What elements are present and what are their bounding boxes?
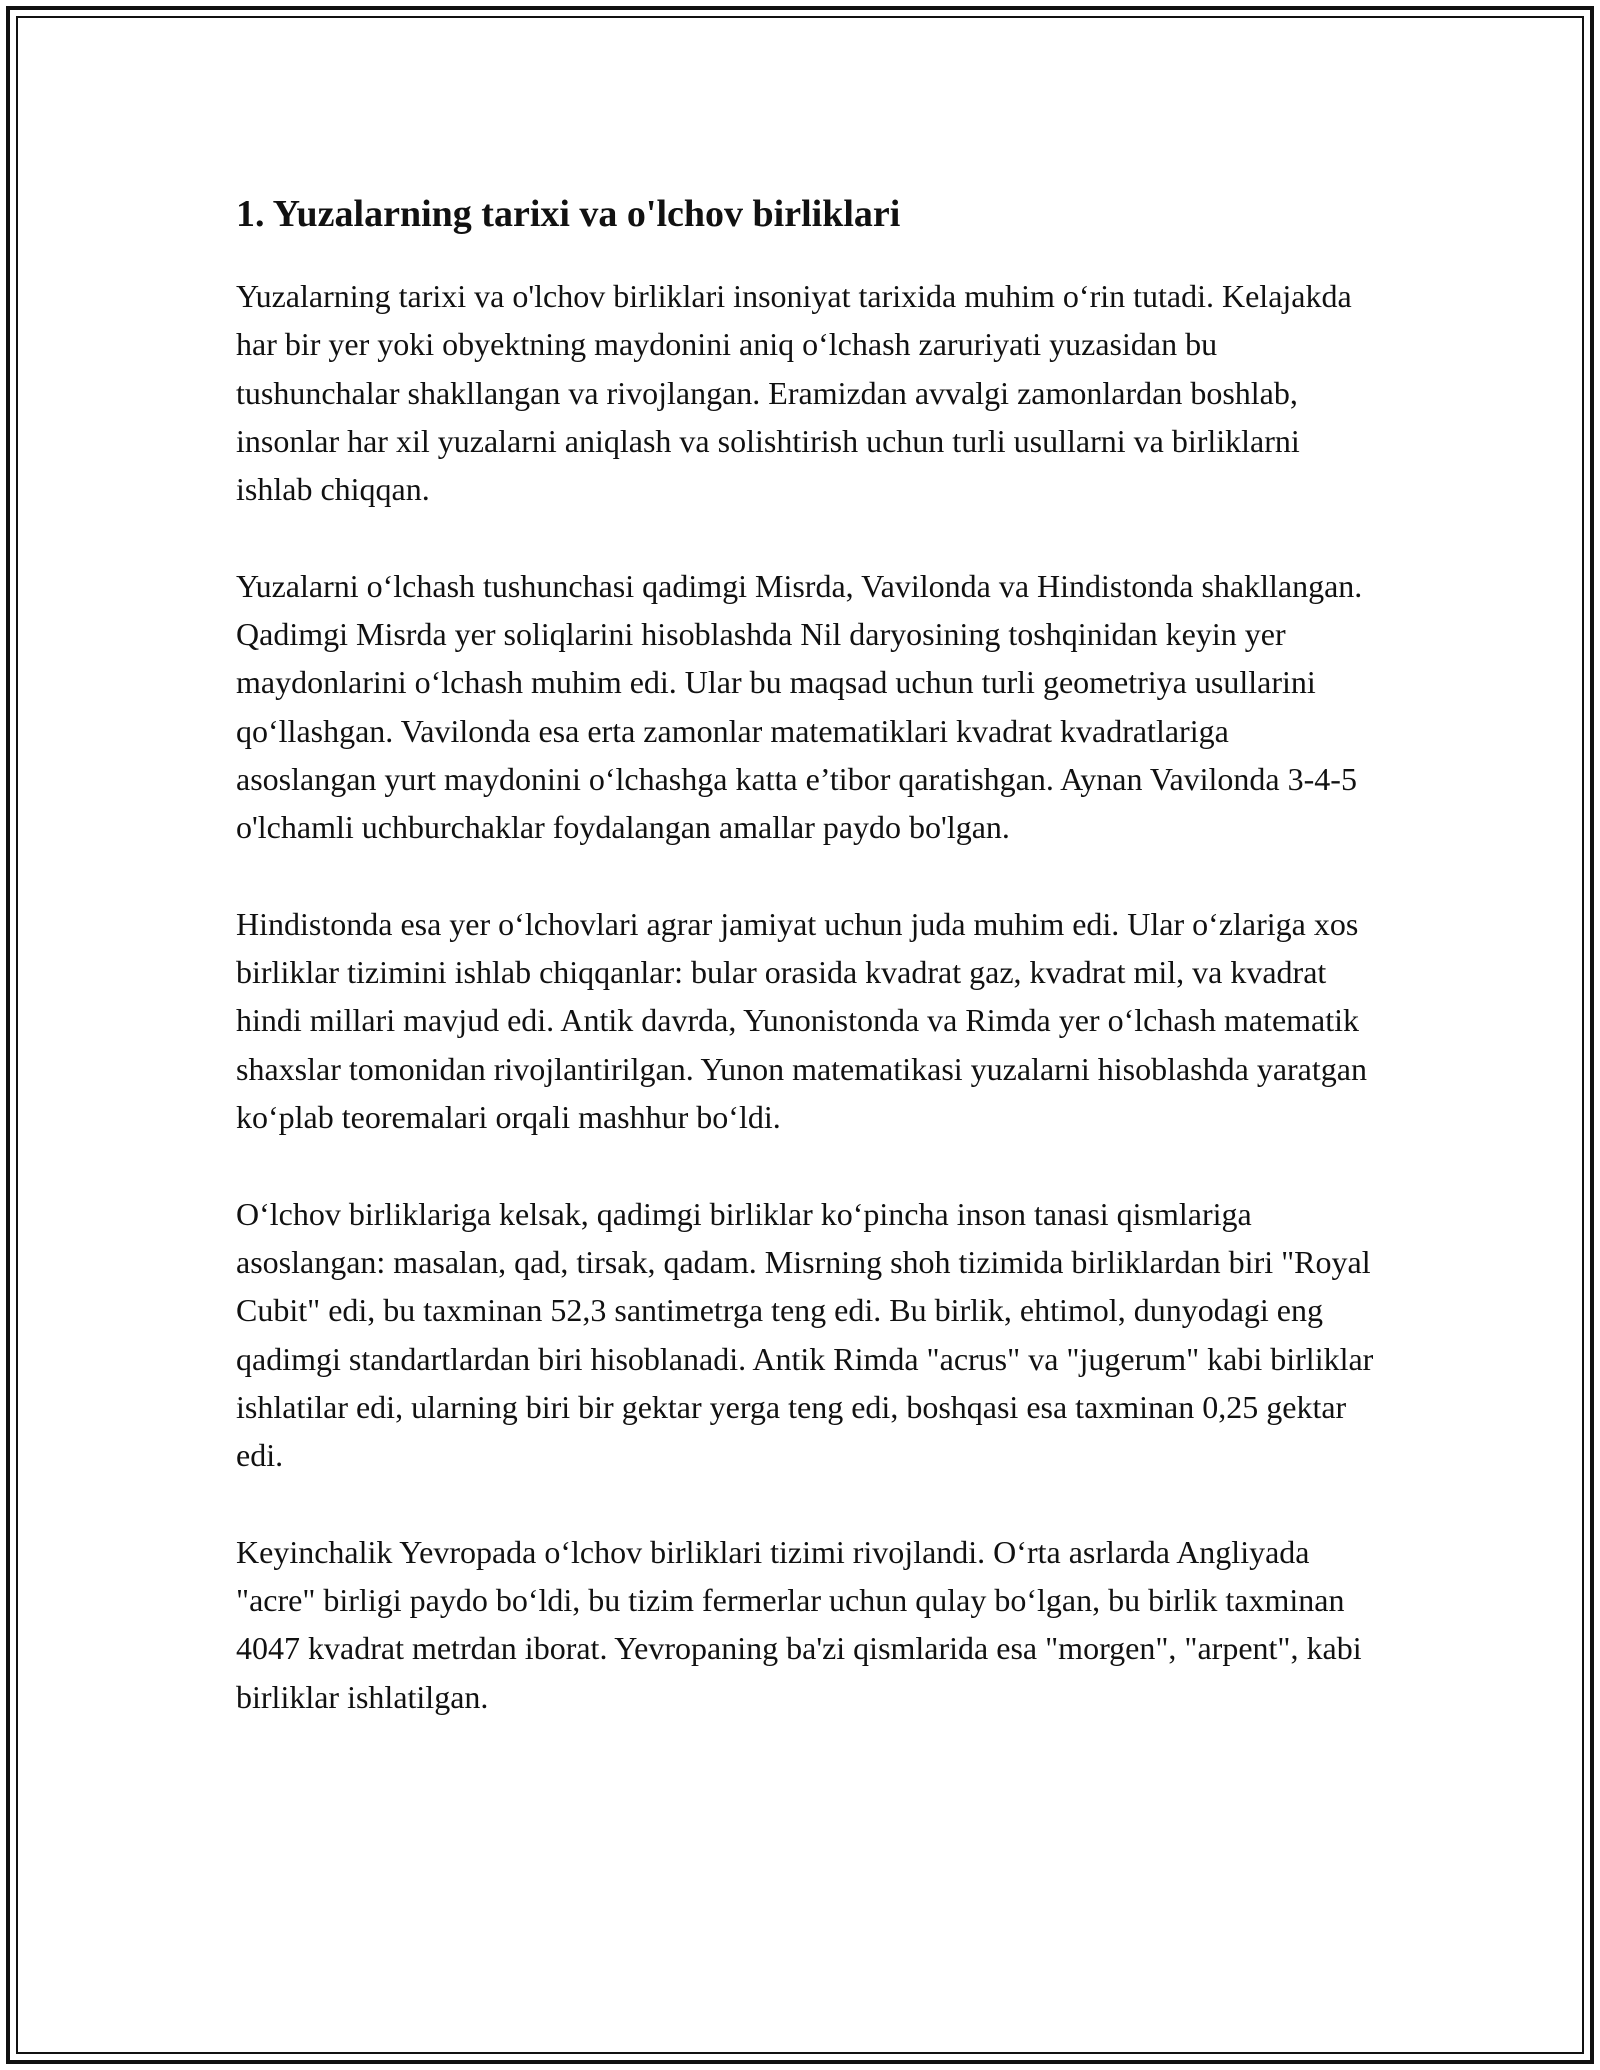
paragraph-5: Keyinchalik Yevropada o‘lchov birliklari tizimi rivojlandi. O‘rta asrlarda Angliyada "acre" birligi paydo bo‘ldi, bu tizim fermerlar uchun qulay bo‘lgan, bu birlik taxminan 4047 kvadrat metrdan iborat. Yevropaning ba'zi qismlarida esa "morgen", "arpent", kabi birliklar ishlatilgan.	[236, 1533, 1362, 1715]
document-body	[236, 186, 1376, 1769]
paragraph-2: Yuzalarni o‘lchash tushunchasi qadimgi Misrda, Vavilonda va Hindistonda shakllangan. Qadimgi Misrda yer soliqlarini hisoblashda Nil daryosining toshqinidan keyin yer maydonlarini o‘lchash muhim edi. Ular bu maqsad uchun turli geometriya usullarini qo‘llashgan. Vavilonda esa erta zamonlar matematiklari kvadrat kvadratlariga asoslangan yurt maydonini o‘lchashga katta e’tibor qaratishgan. Aynan Vavilonda 3-4-5 o'lchamli uchburchaklar foydalangan amallar paydo bo'lgan.	[236, 567, 1363, 846]
paragraph-3: Hindistonda esa yer o‘lchovlari agrar jamiyat uchun juda muhim edi. Ular o‘zlariga xos birliklar tizimini ishlab chiqqanlar: bular orasida kvadrat gaz, kvadrat mil, va kvadrat hindi millari mavjud edi. Antik davrda, Yunonistonda va Rimda yer o‘lchash matematik shaxslar tomonidan rivojlantirilgan. Yunon matematikasi yuzalarni hisoblashda yaratgan ko‘plab teoremalari orqali mashhur bo‘ldi.	[236, 905, 1367, 1136]
section-heading: 1. Yuzalarning tarixi va o'lchov birliklari	[236, 193, 901, 235]
paragraph-4: O‘lchov birliklariga kelsak, qadimgi birliklar ko‘pincha inson tanasi qismlariga asoslangan: masalan, qad, tirsak, qadam. Misrning shoh tizimida birliklardan biri "Royal Cubit" edi, bu taxminan 52,3 santimetrga teng edi. Bu birlik, ehtimol, dunyodagi eng qadimgi standartlardan biri hisoblanadi. Antik Rimda "acrus" va "jugerum" kabi birliklar ishlatilar edi, ularning biri bir gektar yerga teng edi, boshqasi esa taxminan 0,25 gektar edi.	[236, 1195, 1374, 1474]
paragraph-1: Yuzalarning tarixi va o'lchov birliklari insoniyat tarixida muhim o‘rin tutadi. Kelajakda har bir yer yoki obyektning maydonini aniq o‘lchash zaruriyati yuzasidan bu tushunchalar shakllangan va rivojlangan. Eramizdan avvalgi zamonlardan boshlab, insonlar har xil yuzalarni aniqlash va solishtirish uchun turli usullarni va birliklarni ishlab chiqqan.	[236, 278, 1352, 508]
